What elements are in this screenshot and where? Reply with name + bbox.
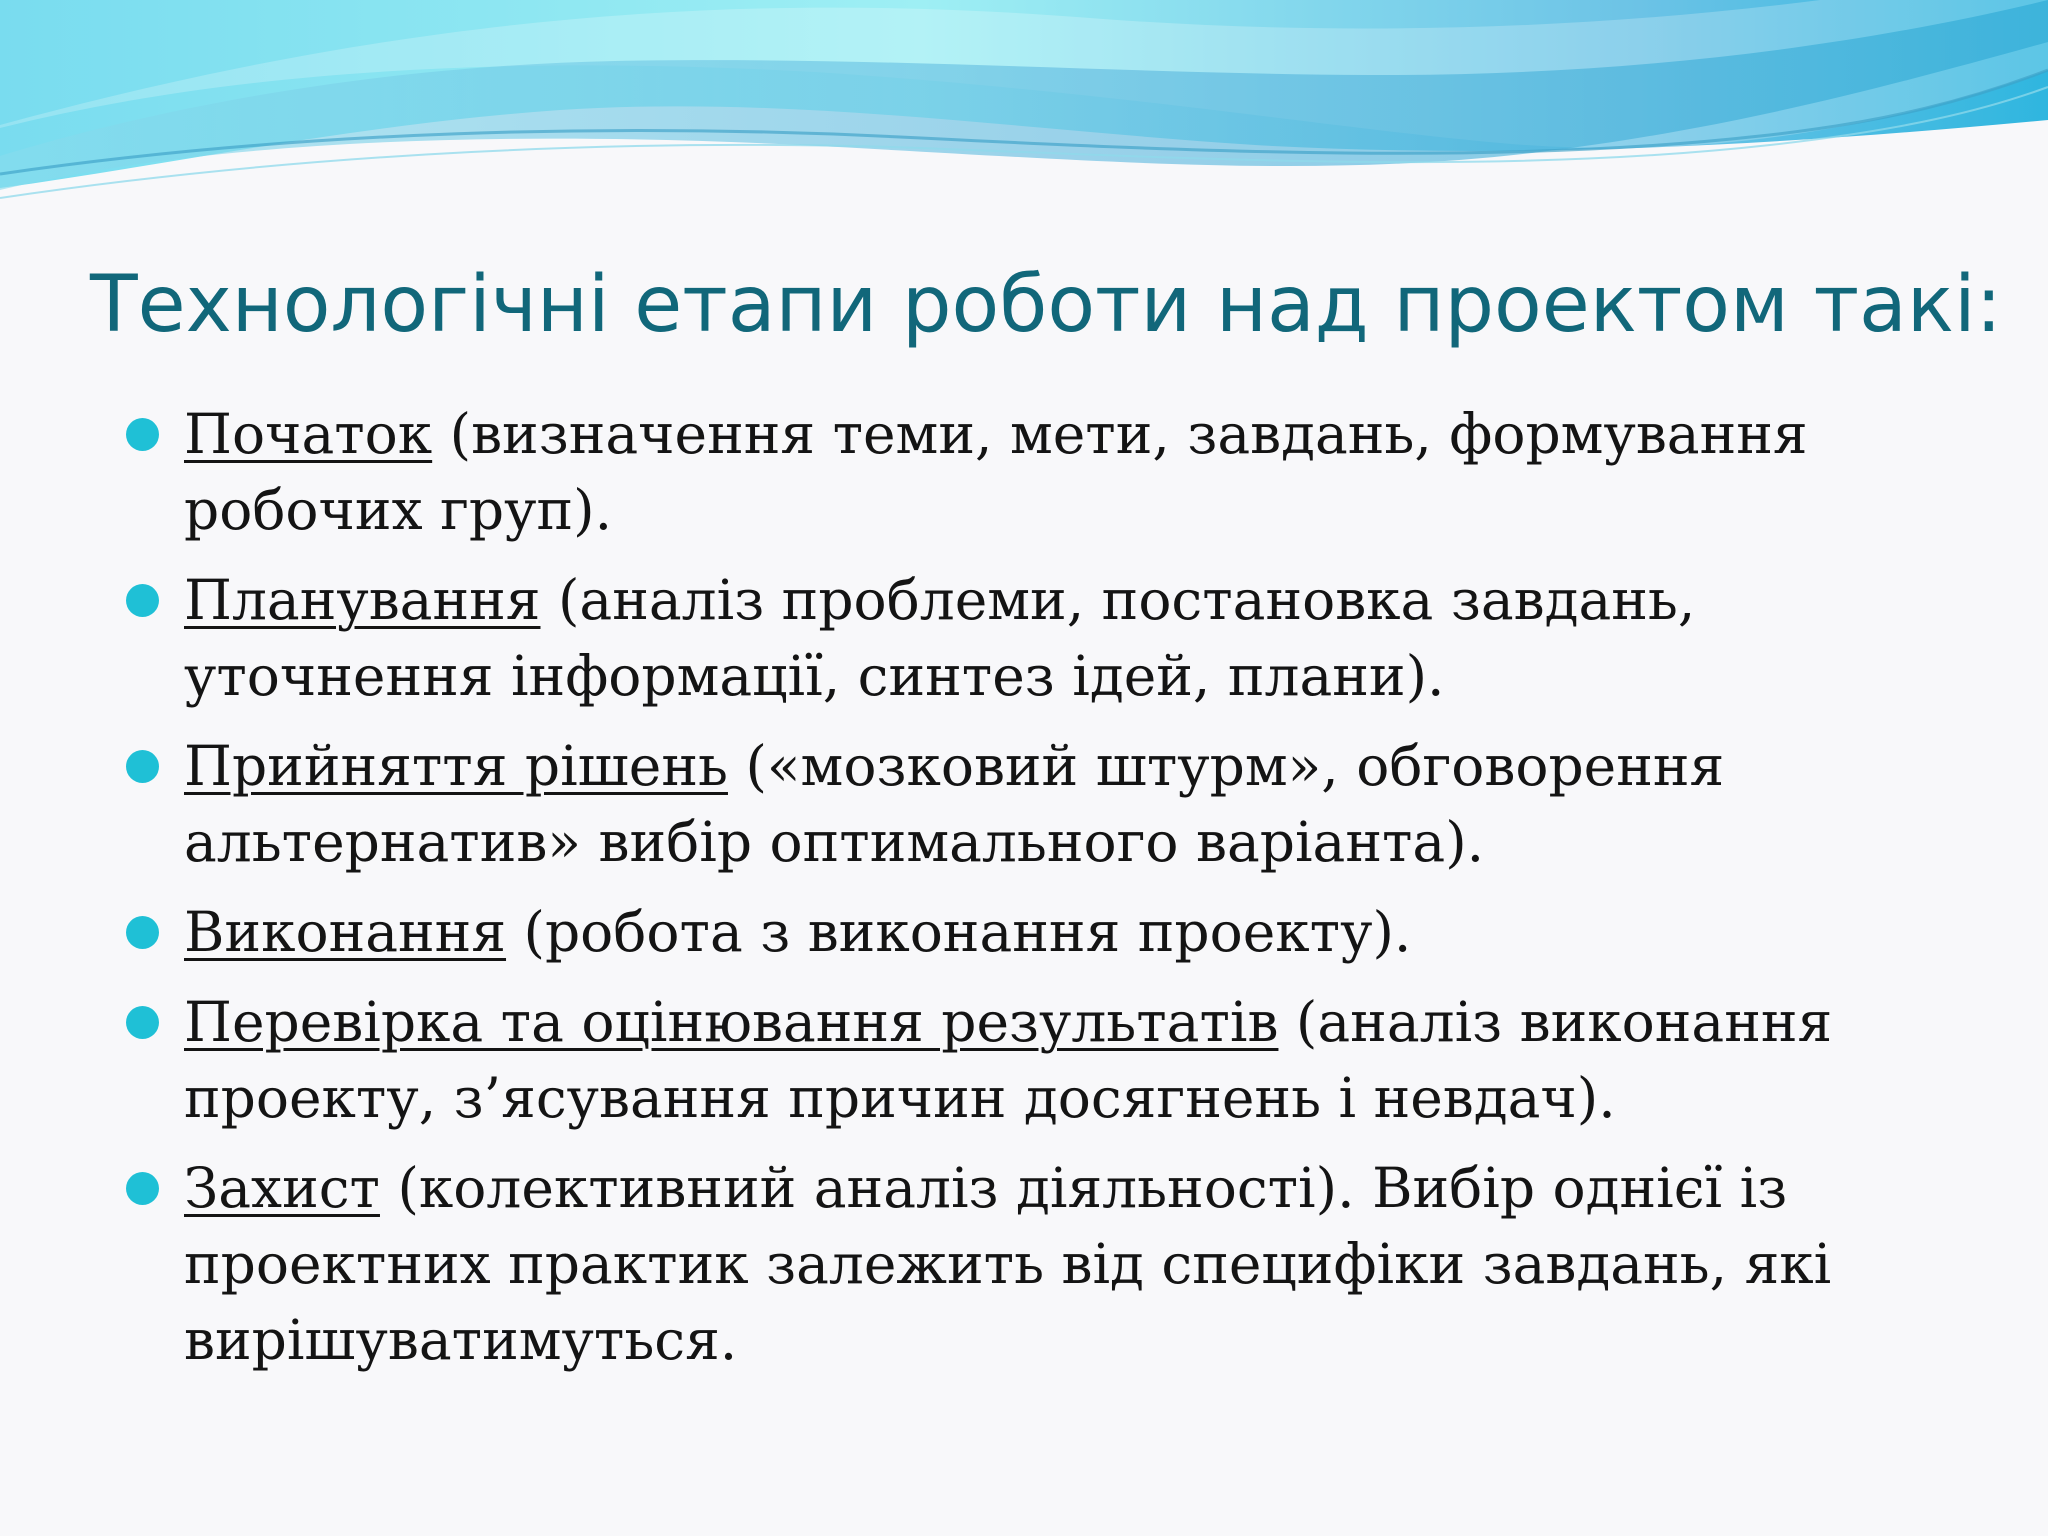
list-item xyxy=(0,1150,2048,1378)
stage-description: (аналіз проблеми, постановка завдань, уточнення інформації, синтез ідей, плани). xyxy=(184,568,1696,708)
filled-circle-bullet-icon xyxy=(126,1006,159,1039)
stage-description: («мозковий штурм», обговорення альтернатив» вибір оптимального варіанта). xyxy=(184,734,1725,874)
filled-circle-bullet-icon xyxy=(126,584,159,617)
stage-description: (аналіз виконання проекту, з’ясування причин досягнень і невдач). xyxy=(184,990,1833,1130)
stage-term: Прийняття рішень xyxy=(184,734,728,798)
list-item xyxy=(0,728,2048,880)
filled-circle-bullet-icon xyxy=(126,750,159,783)
list-item xyxy=(0,894,2048,970)
stage-description: (колективний аналіз діяльності). Вибір однієї із проектних практик залежить від специфіки завдань, які вирішуватимуться. xyxy=(184,1156,1832,1372)
list-item xyxy=(0,562,2048,714)
filled-circle-bullet-icon xyxy=(126,916,159,949)
header-wave-graphic xyxy=(0,0,2048,240)
stage-term: Планування xyxy=(184,568,541,632)
list-item xyxy=(0,396,2048,548)
stage-term: Виконання xyxy=(184,900,507,964)
stage-term: Захист xyxy=(184,1156,380,1220)
stage-description: (робота з виконання проекту). xyxy=(506,900,1412,964)
stage-term: Перевірка та оцінювання результатів xyxy=(184,990,1279,1054)
slide-title: Технологічні етапи роботи над проектом такі: xyxy=(90,260,2002,350)
stage-list xyxy=(0,396,2048,1392)
stage-description: (визначення теми, мети, завдань, формування робочих груп). xyxy=(184,402,1808,542)
filled-circle-bullet-icon xyxy=(126,1172,159,1205)
list-item xyxy=(0,984,2048,1136)
filled-circle-bullet-icon xyxy=(126,418,159,451)
stage-term: Початок xyxy=(184,402,433,466)
